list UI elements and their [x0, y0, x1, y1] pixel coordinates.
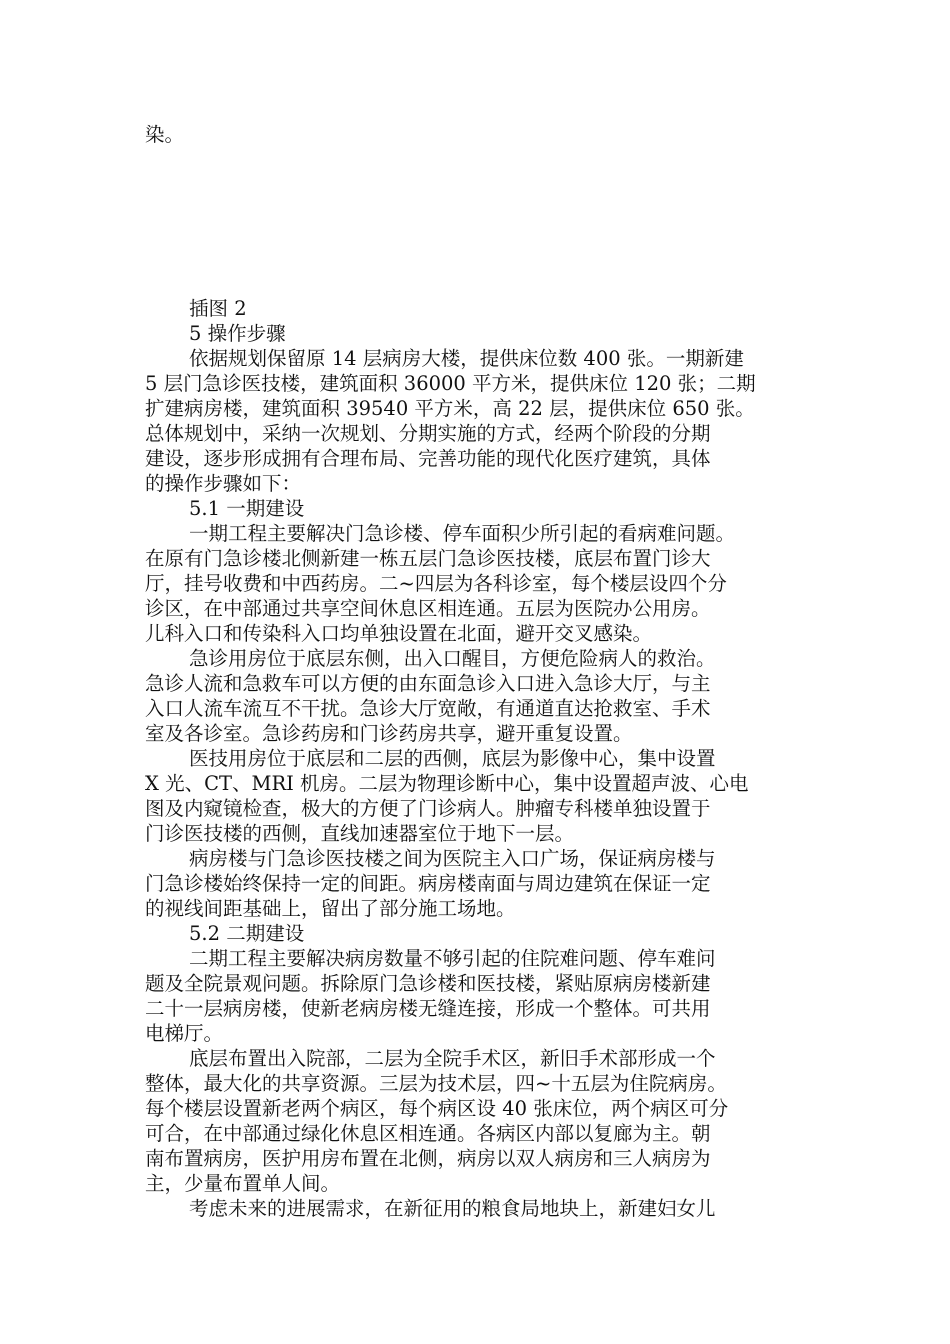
- text-line: 5.1 一期建设: [189, 497, 305, 520]
- text-line: 5 层门急诊医技楼，建筑面积 36000 平方米，提供床位 120 张；二期: [145, 372, 756, 395]
- text-line: 在原有门急诊楼北侧新建一栋五层门急诊医技楼，底层布置门诊大: [145, 547, 711, 570]
- paragraph: [145, 1196, 805, 1221]
- subsection-heading: [145, 496, 805, 521]
- text-line: X 光、CT、MRI 机房。二层为物理诊断中心，集中设置超声波、心电: [145, 772, 749, 795]
- fragment-line: 染。: [145, 123, 185, 146]
- text-line: 二十一层病房楼，使新老病房楼无缝连接，形成一个整体。可共用: [145, 997, 711, 1020]
- text-line: 考虑未来的进展需求，在新征用的粮食局地块上，新建妇女儿: [189, 1197, 716, 1220]
- paragraph: [145, 946, 805, 1046]
- text-line: 急诊人流和急救车可以方便的由东面急诊入口进入急诊大厅，与主: [145, 672, 711, 695]
- text-line: 急诊用房位于底层东侧，出入口醒目，方便危险病人的救治。: [189, 647, 716, 670]
- paragraph: [145, 1046, 805, 1196]
- section-heading: 5 操作步骤: [189, 322, 286, 345]
- paragraph: [145, 746, 805, 846]
- text-line: 每个楼层设置新老两个病区，每个病区设 40 张床位，两个病区可分: [145, 1097, 729, 1120]
- text-line: 图及内窥镜检查，极大的方便了门诊病人。肿瘤专科楼单独设置于: [145, 797, 711, 820]
- text-line: 总体规划中，采纳一次规划、分期实施的方式，经两个阶段的分期: [145, 422, 711, 445]
- figure-caption: 插图 2: [189, 297, 247, 320]
- text-line: 门诊医技楼的西侧，直线加速器室位于地下一层。: [145, 822, 575, 845]
- text-line: 建设，逐步形成拥有合理布局、完善功能的现代化医疗建筑，具体: [145, 447, 711, 470]
- text-line: 题及全院景观问题。拆除原门急诊楼和医技楼，紧贴原病房楼新建: [145, 972, 711, 995]
- paragraph: [145, 346, 805, 496]
- text-line: 5.2 二期建设: [189, 922, 305, 945]
- text-line: 诊区，在中部通过共享空间休息区相连通。五层为医院办公用房。: [145, 597, 711, 620]
- text-line: 儿科入口和传染科入口均单独设置在北面，避开交叉感染。: [145, 622, 653, 645]
- paragraph: [145, 846, 805, 921]
- text-line: 底层布置出入院部，二层为全院手术区，新旧手术部形成一个: [189, 1047, 716, 1070]
- text-line: 可合，在中部通过绿化休息区相连通。各病区内部以复廊为主。朝: [145, 1122, 711, 1145]
- subsection-heading: [145, 921, 805, 946]
- text-line: 门急诊楼始终保持一定的间距。病房楼南面与周边建筑在保证一定: [145, 872, 711, 895]
- text-line: 医技用房位于底层和二层的西侧，底层为影像中心，集中设置: [189, 747, 716, 770]
- text-line: 病房楼与门急诊医技楼之间为医院主入口广场，保证病房楼与: [189, 847, 716, 870]
- text-line: 南布置病房，医护用房布置在北侧，病房以双人病房和三人病房为: [145, 1147, 711, 1170]
- text-line: 厅，挂号收费和中西药房。二~四层为各科诊室，每个楼层设四个分: [145, 572, 727, 595]
- text-line: 的视线间距基础上，留出了部分施工场地。: [145, 897, 516, 920]
- text-line: 扩建病房楼，建筑面积 39540 平方米，高 22 层，提供床位 650 张。: [145, 397, 755, 420]
- document-body: [145, 296, 805, 1221]
- paragraph: [145, 646, 805, 746]
- text-line: 一期工程主要解决门急诊楼、停车面积少所引起的看病难问题。: [189, 522, 736, 545]
- text-line: 室及各诊室。急诊药房和门诊药房共享，避开重复设置。: [145, 722, 633, 745]
- text-line: 依据规划保留原 14 层病房大楼，提供床位数 400 张。一期新建: [189, 347, 744, 370]
- continued-text-fragment: [145, 122, 805, 147]
- text-line: 整体，最大化的共享资源。三层为技术层，四~十五层为住院病房。: [145, 1072, 727, 1095]
- text-line: 电梯厅。: [145, 1022, 224, 1045]
- paragraph-list: [145, 346, 805, 1221]
- text-line: 入口人流车流互不干扰。急诊大厅宽敞，有通道直达抢救室、手术: [145, 697, 711, 720]
- text-line: 的操作步骤如下：: [145, 472, 302, 495]
- text-line: 主，少量布置单人间。: [145, 1172, 341, 1195]
- paragraph: [145, 521, 805, 646]
- text-line: 二期工程主要解决病房数量不够引起的住院难问题、停车难问: [189, 947, 716, 970]
